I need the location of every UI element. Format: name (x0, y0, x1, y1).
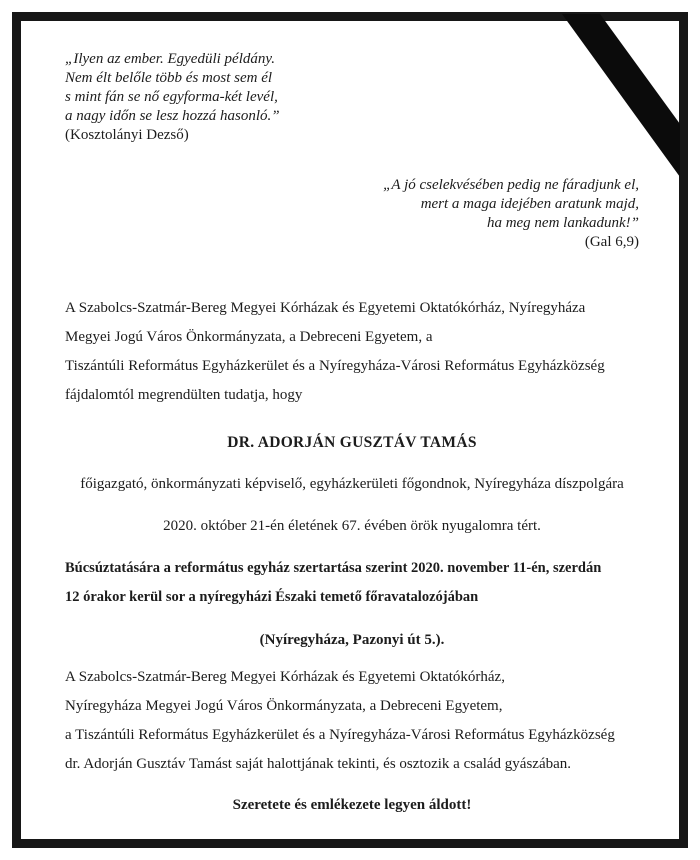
bible-quote-line: „A jó cselekvésében pedig ne fáradjunk el, (383, 177, 639, 193)
announcement-line: fájdalomtól megrendülten tudatja, hogy (65, 387, 303, 403)
funeral-details-line: 12 órakor kerül sor a nyíregyházi Északi temető főravatalozójában (65, 589, 479, 605)
poem-quote-line: Nem élt belőle több és most sem él (65, 70, 273, 86)
funeral-details-paragraph (65, 554, 639, 612)
closing-line: Nyíregyháza Megyei Jogú Város Önkormányzata, a Debreceni Egyetem, (65, 698, 503, 714)
poem-quote-attribution: (Kosztolányi Dezső) (65, 127, 189, 143)
announcement-line: Megyei Jogú Város Önkormányzata, a Debreceni Egyetem, a (65, 329, 433, 345)
bible-quote (65, 176, 639, 252)
poem-quote-line: s mint fán se nő egyforma-két levél, (65, 89, 278, 105)
closing-line: A Szabolcs-Szatmár-Bereg Megyei Kórházak és Egyetemi Oktatókórház, (65, 669, 505, 685)
bible-quote-line: ha meg nem lankadunk!” (486, 215, 639, 231)
death-date-line: 2020. október 21-én életének 67. évében örök nyugalomra tért. (163, 518, 541, 534)
closing-line: a Tiszántúli Református Egyházkerület és a Nyíregyháza-Városi Református Egyházközség (65, 727, 615, 743)
poem-quote (65, 50, 639, 145)
announcement-line: A Szabolcs-Szatmár-Bereg Megyei Kórházak és Egyetemi Oktatókórház, Nyíregyháza (65, 300, 586, 316)
blessing: Szeretete és emlékezete legyen áldott! (232, 797, 472, 813)
poem-quote-line: „Ilyen az ember. Egyedüli példány. (65, 51, 275, 67)
deceased-titles: főigazgató, önkormányzati képviselő, egyházkerületi főgondnok, Nyíregyháza díszpolgára (80, 476, 624, 492)
funeral-details-line: Búcsúztatására a református egyház szertartása szerint 2020. november 11-én, szerdán (65, 560, 602, 576)
poem-quote-line: a nagy időn se lesz hozzá hasonló.” (65, 108, 280, 124)
obituary-content (21, 21, 679, 839)
announcement-paragraph (65, 294, 639, 410)
bible-quote-attribution: (Gal 6,9) (584, 234, 639, 250)
deceased-name: DR. ADORJÁN GUSZTÁV TAMÁS (227, 434, 477, 451)
closing-paragraph (65, 663, 639, 779)
venue-address: (Nyíregyháza, Pazonyi út 5.). (259, 632, 445, 648)
announcement-line: Tiszántúli Református Egyházkerület és a Nyíregyháza-Városi Református Egyházközség (65, 358, 605, 374)
closing-line: dr. Adorján Gusztáv Tamást saját halottjának tekinti, és osztozik a család gyászában. (65, 756, 572, 772)
bible-quote-line: mert a maga idejében aratunk majd, (420, 196, 639, 212)
